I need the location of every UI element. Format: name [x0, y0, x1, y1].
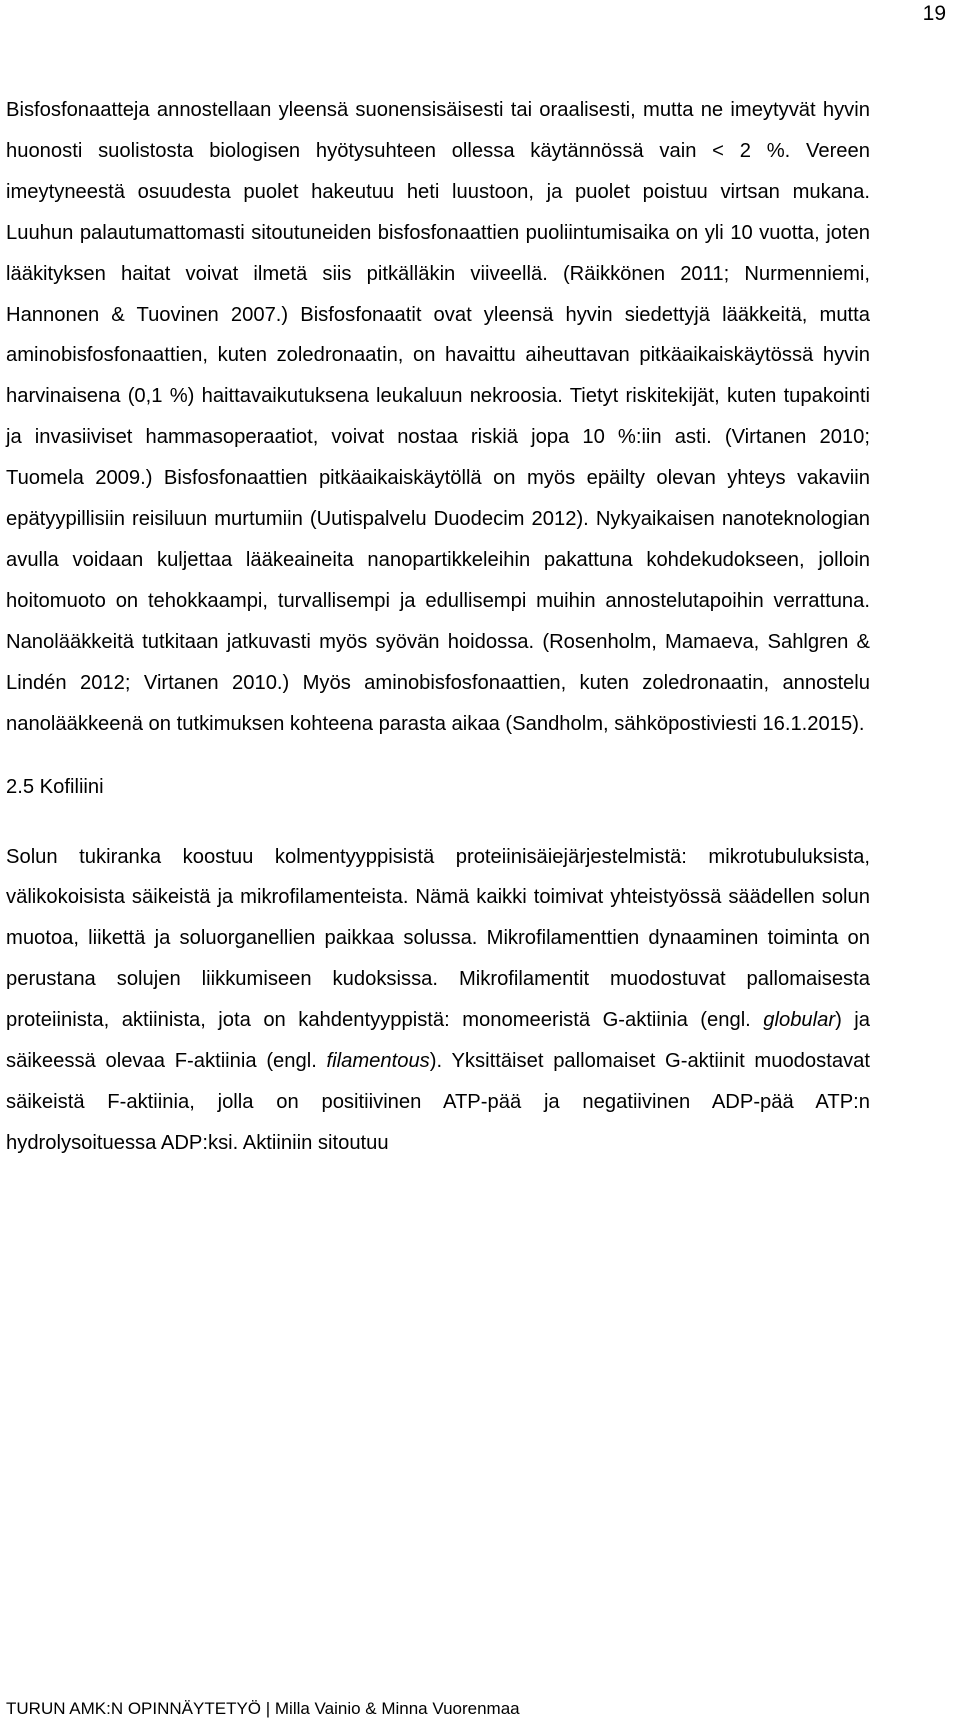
paragraph-text: Solun tukiranka koostuu kolmentyyppisistä proteiinisäiejärjestelmistä: mikrotubuluksista, välikokoisista säikeistä ja mikrofilamenteista. Nämä kaikki toimivat yhteistyössä säädellen solun muotoa, liikettä ja soluorganellien paikkaa solussa. Mikrofilamenttien dynaaminen toiminta on perustana solujen liikkumiseen kudoksissa. Mikrofilamentit muodostuvat pallomaisesta proteiinista, aktiinista, jota on kahdentyyppistä: monomeeristä G-aktiinia (engl. [6, 845, 870, 1032]
page-number: 19 [922, 2, 946, 25]
section-heading: 2.5 Kofiliini [6, 775, 104, 798]
page-content [6, 90, 870, 1164]
paragraph-text: ). Yksittäiset pallomaiset G-aktiinit muodostavat säikeistä F-aktiinia, jolla on positiivinen ATP-pää ja negatiivinen ADP-pää ATP:n hydrolysoituessa ADP:ksi. Aktiiniin sitoutuu [6, 1050, 870, 1154]
body-paragraph-cofilin [6, 837, 870, 1164]
italic-term-filamentous: filamentous [326, 1050, 430, 1073]
body-paragraph-bisphosphonates: Bisfosfonaatteja annostellaan yleensä suonensisäisesti tai oraalisesti, mutta ne imeytyvät hyvin huonosti suolistosta biologisen hyötysuhteen ollessa käytännössä vain < 2 %. Vereen imeytyneestä osuudesta puolet hakeutuu heti luustoon, ja puolet poistuu virtsan mukana. Luuhun palautumattomasti sitoutuneiden bisfosfonaattien puoliintumisaika on yli 10 vuotta, joten lääkityksen haitat voivat ilmetä siis pitkälläkin viiveellä. (Räikkönen 2011; Nurmenniemi, Hannonen & Tuovinen 2007.) Bisfosfonaatit ovat yleensä hyvin siedettyjä lääkkeitä, mutta aminobisfosfonaattien, kuten zoledronaatin, on havaittu aiheuttavan pitkäaikaiskäytössä hyvin harvinaisena (0,1 %) haittavaikutuksena leukaluun nekroosia. Tietyt riskitekijät, kuten tupakointi ja invasiiviset hammasoperaatiot, voivat nostaa riskiä jopa 10 %:iin asti. (Virtanen 2010; Tuomela 2009.) Bisfosfonaattien pitkäaikaiskäytöllä on myös epäilty olevan yhteys vakaviin epätyypillisiin reisiluun murtumiin (Uutispalvelu Duodecim 2012). Nykyaikaisen nanoteknologian avulla voidaan kuljettaa lääkeaineita nanopartikkeleihin pakattuna kohdekudokseen, jolloin hoitomuoto on tehokkaampi, turvallisempi ja edullisempi muihin annostelutapoihin verrattuna. Nanolääkkeitä tutkitaan jatkuvasti myös syövän hoidossa. (Rosenholm, Mamaeva, Sahlgren & Lindén 2012; Virtanen 2010.) Myös aminobisfosfonaattien, kuten zoledronaatin, annostelu nanolääkkeenä on tutkimuksen kohteena parasta aikaa (Sandholm, sähköpostiviesti 16.1.2015). [6, 99, 870, 735]
italic-term-globular: globular [763, 1009, 836, 1032]
paragraph-text: ) ja säikeessä olevaa F-aktiinia (engl. [6, 1009, 871, 1073]
page-footer: TURUN AMK:N OPINNÄYTETYÖ | Milla Vainio & Minna Vuorenmaa [6, 1699, 520, 1718]
